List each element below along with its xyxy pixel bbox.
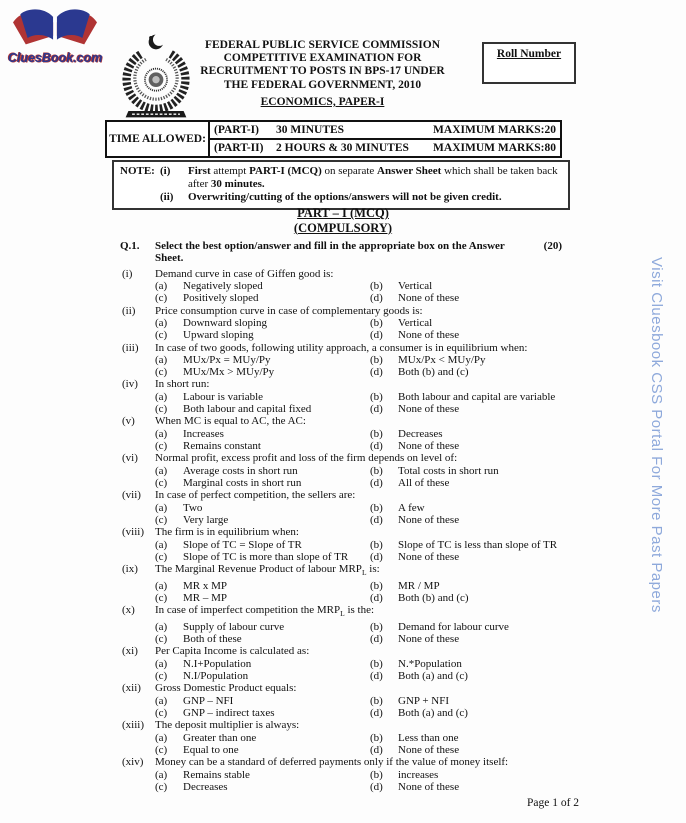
- question-options: [155, 695, 562, 720]
- question-text: In case of two goods, following utility approach, a consumer is in equilibrium when:: [155, 341, 528, 354]
- cluesbook-logo: [8, 6, 102, 65]
- question-item: [120, 756, 562, 793]
- exam-header: [195, 39, 450, 108]
- option-label: (d): [370, 476, 383, 489]
- option-text: Remains stable: [183, 768, 250, 781]
- open-book-logo-icon: [8, 35, 102, 52]
- q1-marks: (20): [543, 240, 562, 252]
- option-text: Very large: [183, 513, 229, 526]
- question-number: (viii): [122, 526, 144, 539]
- option-text: N.I+Population: [183, 657, 252, 670]
- question-body: [155, 682, 562, 719]
- question-body: [155, 719, 562, 756]
- option-text: Upward sloping: [183, 329, 254, 342]
- question-options: [155, 580, 562, 605]
- option-text: Both (b) and (c): [398, 591, 469, 604]
- question-options: [155, 391, 562, 416]
- question-item: [120, 604, 562, 645]
- question-number: (x): [122, 604, 135, 617]
- part-heading-line2: (COMPULSORY): [293, 220, 393, 235]
- option-text: Remains constant: [183, 440, 261, 452]
- option-label: (d): [370, 780, 383, 793]
- question-text: Per Capita Income is calculated as:: [155, 645, 310, 658]
- subject-title: ECONOMICS, PAPER-I: [260, 95, 385, 108]
- question-number: (iii): [122, 341, 139, 354]
- option-text: Two: [183, 501, 203, 514]
- note-item: [120, 191, 564, 204]
- roll-number-label: Roll Number: [496, 48, 562, 60]
- question-item: [120, 526, 562, 563]
- question-item: [120, 342, 562, 379]
- option-text: Slope of TC = Slope of TR: [183, 538, 302, 551]
- question-options: [155, 502, 562, 527]
- part-marks: MAXIMUM MARKS:80: [433, 142, 556, 154]
- question-body: [155, 563, 562, 604]
- option-text: Downward sloping: [183, 316, 268, 329]
- option-text: N.I/Population: [183, 670, 249, 682]
- question-body: [155, 415, 562, 452]
- question-item: [120, 645, 562, 682]
- question-number: (xi): [122, 645, 138, 658]
- question-text: Normal profit, excess profit and loss of the firm depends on level of:: [155, 452, 458, 465]
- option-text: None of these: [398, 780, 460, 793]
- option-text: MR – MP: [183, 591, 228, 604]
- question-options: [155, 465, 562, 490]
- option-text: Both labour and capital are variable: [398, 390, 556, 403]
- option-label: (b): [370, 620, 383, 633]
- option-label: (c): [155, 440, 168, 452]
- q1-instruction: Select the best option/answer and fill in the appropriate box on the Answer Sheet.: [155, 240, 505, 265]
- option-label: (b): [370, 768, 383, 781]
- question-item: [120, 452, 562, 489]
- option-text: GNP + NFI: [398, 694, 450, 707]
- option-label: (a): [155, 579, 168, 592]
- option-label: (d): [370, 403, 383, 416]
- option-text: Increases: [183, 427, 224, 440]
- note-item: [120, 165, 564, 191]
- cluesbook-watermark-link: Visit Cluesbook CSS Portal For More Past Papers: [648, 257, 665, 613]
- part-label: (PART-II): [214, 142, 264, 154]
- question-item: [120, 563, 562, 604]
- option-text: Average costs in short run: [183, 464, 298, 477]
- question-text: The deposit multiplier is always:: [155, 719, 300, 732]
- note-box: [112, 160, 570, 210]
- option-text: GNP – NFI: [183, 694, 234, 707]
- question-text: Money can be a standard of deferred payments only if the value of money itself:: [155, 756, 509, 769]
- question-number: (ix): [122, 563, 138, 576]
- option-label: (a): [155, 353, 168, 366]
- option-text: None of these: [398, 743, 460, 756]
- option-label: (a): [155, 768, 168, 781]
- roll-number-box: [482, 42, 576, 84]
- question-number: (xii): [122, 682, 141, 695]
- option-label: (c): [155, 292, 168, 305]
- option-label: (a): [155, 538, 168, 551]
- question-options: [155, 769, 562, 794]
- option-text: None of these: [398, 513, 460, 526]
- question-body: [155, 489, 562, 526]
- option-label: (a): [155, 390, 168, 403]
- option-text: Equal to one: [183, 743, 239, 756]
- question-number: (ii): [122, 304, 136, 317]
- question-number: (xiv): [122, 756, 144, 769]
- note-label: NOTE:: [120, 165, 155, 177]
- option-label: (b): [370, 501, 383, 514]
- option-text: MUx/Px < MUy/Py: [398, 353, 486, 366]
- option-label: (a): [155, 731, 168, 744]
- question-text: The firm is in equilibrium when:: [155, 526, 299, 539]
- option-text: None of these: [398, 550, 460, 563]
- option-text: Decreases: [398, 427, 443, 440]
- part-heading-line1: PART – I (MCQ): [297, 206, 389, 220]
- option-text: Negatively sloped: [183, 279, 263, 292]
- option-text: Supply of labour curve: [183, 620, 285, 633]
- option-text: MR x MP: [183, 579, 228, 592]
- q1-number: Q.1.: [120, 240, 140, 252]
- question-body: [155, 604, 562, 645]
- questions-section: [120, 240, 562, 793]
- option-text: Greater than one: [183, 731, 257, 744]
- time-allowed-table: [105, 120, 562, 158]
- question-options: [155, 428, 562, 453]
- option-label: (b): [370, 579, 383, 592]
- header-line: FEDERAL PUBLIC SERVICE COMMISSION: [204, 39, 441, 51]
- option-label: (d): [370, 706, 383, 719]
- question-item: [120, 305, 562, 342]
- option-text: None of these: [398, 329, 460, 342]
- option-text: Labour is variable: [183, 390, 264, 403]
- option-text: Decreases: [183, 780, 228, 793]
- option-text: None of these: [398, 403, 460, 416]
- page-number: Page 1 of 2: [527, 797, 580, 809]
- question-body: [155, 526, 562, 563]
- question-number: (vii): [122, 489, 141, 502]
- header-line: THE FEDERAL GOVERNMENT, 2010: [223, 78, 422, 91]
- question-number: (vi): [122, 452, 138, 465]
- option-label: (b): [370, 279, 383, 292]
- option-label: (b): [370, 657, 383, 670]
- option-text: Marginal costs in short run: [183, 476, 302, 489]
- option-label: (c): [155, 633, 168, 646]
- option-label: (d): [370, 513, 383, 526]
- part-duration: 2 HOURS & 30 MINUTES: [276, 142, 409, 154]
- question-item: [120, 682, 562, 719]
- part-marks: MAXIMUM MARKS:20: [433, 124, 556, 136]
- option-text: N.*Population: [398, 657, 462, 670]
- option-text: MUx/Mx > MUy/Py: [183, 366, 275, 379]
- option-label: (a): [155, 657, 168, 670]
- question-options: [155, 621, 562, 646]
- option-text: Both labour and capital fixed: [183, 403, 312, 416]
- option-text: Demand for labour curve: [398, 620, 509, 633]
- option-label: (d): [370, 633, 383, 646]
- option-label: (c): [155, 550, 168, 563]
- option-label: (c): [155, 403, 168, 416]
- questions-list: [120, 268, 562, 794]
- note-label-spacer: [120, 191, 160, 204]
- option-label: (c): [155, 591, 168, 604]
- question-body: [155, 268, 562, 305]
- header-line: COMPETITIVE EXAMINATION FOR: [223, 52, 422, 65]
- option-label: (a): [155, 316, 168, 329]
- note-item-number: (ii): [160, 191, 174, 203]
- question-body: [155, 305, 562, 342]
- option-label: (d): [370, 366, 383, 379]
- option-label: (c): [155, 780, 168, 793]
- time-allowed-label: TIME ALLOWED:: [107, 122, 210, 156]
- option-label: (d): [370, 292, 383, 305]
- option-label: (b): [370, 538, 383, 551]
- option-label: (b): [370, 390, 383, 403]
- option-label: (c): [155, 366, 168, 379]
- option-text: A few: [398, 501, 425, 514]
- part-heading: [0, 206, 686, 235]
- question-body: [155, 645, 562, 682]
- header-line: RECRUITMENT TO POSTS IN BPS-17 UNDER: [200, 65, 445, 78]
- question-body: [155, 452, 562, 489]
- option-text: GNP – indirect taxes: [183, 706, 275, 719]
- option-text: Total costs in short run: [398, 464, 499, 477]
- option-label: (b): [370, 731, 383, 744]
- option-text: Vertical: [398, 279, 433, 292]
- option-label: (d): [370, 329, 383, 342]
- option-text: Both of these: [183, 633, 242, 646]
- option-label: (b): [370, 464, 383, 477]
- option-label: (d): [370, 670, 383, 682]
- option-label: (a): [155, 501, 168, 514]
- question-options: [155, 354, 562, 379]
- option-label: (c): [155, 670, 168, 682]
- option-label: (a): [155, 620, 168, 633]
- part-label: (PART-I): [214, 124, 259, 136]
- question-options: [155, 317, 562, 342]
- q1-instruction-row: [120, 240, 562, 265]
- question-options: [155, 539, 562, 564]
- option-text: None of these: [398, 292, 460, 305]
- question-number: (i): [122, 267, 133, 280]
- option-text: Both (b) and (c): [398, 366, 469, 379]
- option-label: (a): [155, 279, 168, 292]
- question-item: [120, 719, 562, 756]
- question-options: [155, 732, 562, 757]
- question-item: [120, 489, 562, 526]
- option-label: (d): [370, 591, 383, 604]
- option-label: (b): [370, 427, 383, 440]
- question-text: Gross Domestic Product equals:: [155, 682, 297, 695]
- note-item-text: Overwriting/cutting of the options/answers will not be given credit.: [188, 191, 502, 203]
- question-text: In case of perfect competition, the sellers are:: [155, 489, 356, 502]
- option-text: None of these: [398, 440, 460, 452]
- option-text: None of these: [398, 633, 460, 646]
- option-label: (b): [370, 353, 383, 366]
- question-text: In case of imperfect competition the $MRP_L$ is the:: [155, 604, 375, 619]
- question-text: Price consumption curve in case of complementary goods is:: [155, 304, 423, 317]
- option-label: (d): [370, 550, 383, 563]
- question-options: [155, 280, 562, 305]
- question-item: [120, 378, 562, 415]
- time-row-part2: [210, 140, 560, 156]
- option-text: Less than one: [398, 731, 459, 744]
- question-body: [155, 378, 562, 415]
- option-label: (c): [155, 476, 168, 489]
- option-text: increases: [398, 768, 439, 781]
- question-text: Demand curve in case of Giffen good is:: [155, 267, 334, 280]
- question-body: [155, 756, 562, 793]
- note-item-number: (i): [160, 165, 171, 177]
- question-body: [155, 342, 562, 379]
- option-label: (a): [155, 464, 168, 477]
- option-text: Slope of TC is more than slope of TR: [183, 550, 349, 563]
- note-item-text: First attempt PART-I (MCQ) on separate Answer Sheet which shall be taken back after 30 minutes.: [188, 165, 558, 190]
- logo-text: CluesBook.com: [8, 51, 103, 65]
- question-number: (xiii): [122, 719, 144, 732]
- option-text: Both (a) and (c): [398, 706, 468, 719]
- option-text: Slope of TC is less than slope of TR: [398, 538, 558, 551]
- question-text: In short run:: [155, 378, 210, 391]
- option-label: (b): [370, 694, 383, 707]
- question-number: (v): [122, 415, 135, 428]
- question-item: [120, 268, 562, 305]
- option-label: (d): [370, 743, 383, 756]
- option-text: Positively sloped: [183, 292, 259, 305]
- option-label: (c): [155, 743, 168, 756]
- option-label: (c): [155, 329, 168, 342]
- option-label: (c): [155, 706, 168, 719]
- question-text: The Marginal Revenue Product of labour $MRP_L$ is:: [155, 563, 380, 578]
- part-duration: 30 MINUTES: [276, 124, 345, 136]
- question-number: (iv): [122, 378, 138, 391]
- option-label: (a): [155, 427, 168, 440]
- question-text: When MC is equal to AC, the AC:: [155, 415, 306, 428]
- option-label: (c): [155, 513, 168, 526]
- time-allowed-rows: [210, 122, 560, 156]
- option-text: All of these: [398, 476, 450, 489]
- question-item: [120, 415, 562, 452]
- time-row-part1: [210, 122, 560, 140]
- option-text: Both (a) and (c): [398, 670, 468, 682]
- option-text: MR / MP: [398, 579, 440, 592]
- option-text: Vertical: [398, 316, 433, 329]
- fpsc-crest-icon: [110, 30, 202, 127]
- option-text: MUx/Px = MUy/Py: [183, 353, 271, 366]
- option-label: (a): [155, 694, 168, 707]
- option-label: (d): [370, 440, 383, 452]
- question-options: [155, 658, 562, 683]
- option-label: (b): [370, 316, 383, 329]
